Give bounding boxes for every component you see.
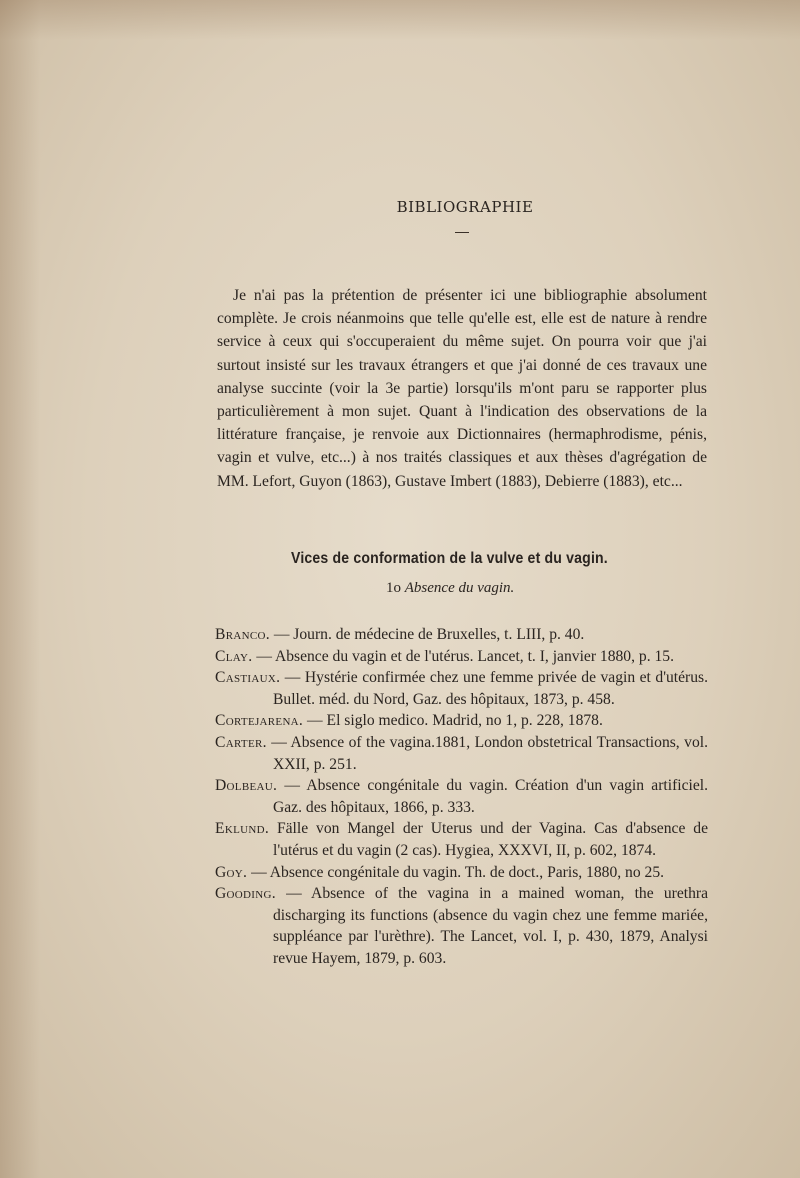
entry-author: Cortejarena. [215, 712, 304, 730]
entry-text: — Hystérie confirmée chez une femme privée de vagin et d'utérus. Bullet. méd. du Nord, Gaz. des hôpitaux, 1873, p. 458. [273, 669, 709, 708]
page-shadow-left [0, 0, 40, 1178]
bibliography-entry [215, 775, 708, 818]
bibliography-entry [215, 818, 708, 861]
bibliography-list [215, 624, 708, 970]
subsection-number: 1o [386, 580, 401, 596]
bibliography-entry [215, 624, 708, 646]
entry-author: Carter. [215, 733, 267, 751]
entry-text: — Journ. de médecine de Bruxelles, t. LIII, p. 40. [273, 626, 585, 643]
entry-text: — Absence du vagin et de l'utérus. Lancet, t. I, janvier 1880, p. 15. [256, 647, 674, 665]
section-title: Vices de conformation de la vulve et du vagin. [291, 550, 608, 567]
entry-text: — Absence congénitale du vagin. Création d'un vagin artificiel. Gaz. des hôpitaux, 1866, p. 333. [273, 777, 708, 816]
bibliography-entry [215, 862, 708, 884]
intro-paragraph [217, 284, 707, 493]
entry-author: Branco. [215, 626, 270, 643]
entry-text: — Absence congénitale du vagin. Th. de doct., Paris, 1880, no 25. [251, 863, 665, 881]
entry-author: Goy. [215, 863, 248, 881]
entry-text: — El siglo medico. Madrid, no 1, p. 228, 1878. [307, 712, 603, 730]
subsection-title: Absence du vagin. [404, 580, 515, 596]
entry-author: Clay. [215, 647, 253, 665]
entry-author: Eklund. [215, 820, 270, 838]
subsection-heading [386, 580, 514, 597]
bibliography-entry [215, 883, 708, 969]
page-shadow-top [0, 0, 800, 40]
entry-author: Dolbeau. [215, 777, 278, 795]
bibliography-entry [215, 710, 708, 732]
entry-text: — Absence of the vagina in a mained woman, the urethra discharging its functions (absence du vagin chez une femme mariée, suppléance par l'urèthre). The Lancet, vol. I, p. 430, 1879, Analysi revue Hayem, 1879, p. 603. [273, 885, 708, 967]
bibliography-entry [215, 732, 708, 775]
entry-text: Fälle von Mangel der Uterus und der Vagina. Cas d'absence de l'utérus et du vagin (2 cas). Hygiea, XXXVI, II, p. 602, 1874. [273, 820, 708, 859]
bibliography-entry [215, 667, 708, 710]
entry-author: Castiaux. [215, 669, 281, 687]
heading-rule [455, 232, 469, 233]
entry-author: Gooding. [215, 885, 276, 903]
page-heading: BIBLIOGRAPHIE [396, 198, 534, 216]
intro-text: Je n'ai pas la prétention de présenter ici une bibliographie absolument complète. Je crois néanmoins que telle qu'elle est, elle est de nature à rendre service à ceux qui s'occuperaient du même sujet. On pourra voir que j'ai surtout insisté sur les travaux étrangers et que j'ai donné de ces travaux une analyse succinte (voir la 3e partie) lorsqu'ils m'ont paru se rapporter plus particulièrement à mon sujet. Quant à l'indication des observations de la littérature française, je renvoie aux Dictionnaires (hermaphrodisme, pénis, vagin et vulve, etc...) à nos traités classiques et aux thèses d'agrégation de MM. Lefort, Guyon (1863), Gustave Imbert (1883), Debierre (1883), etc... [217, 287, 707, 490]
entry-text: — Absence of the vagina.1881, London obstetrical Transactions, vol. XXII, p. 251. [271, 733, 708, 773]
bibliography-entry [215, 646, 708, 668]
